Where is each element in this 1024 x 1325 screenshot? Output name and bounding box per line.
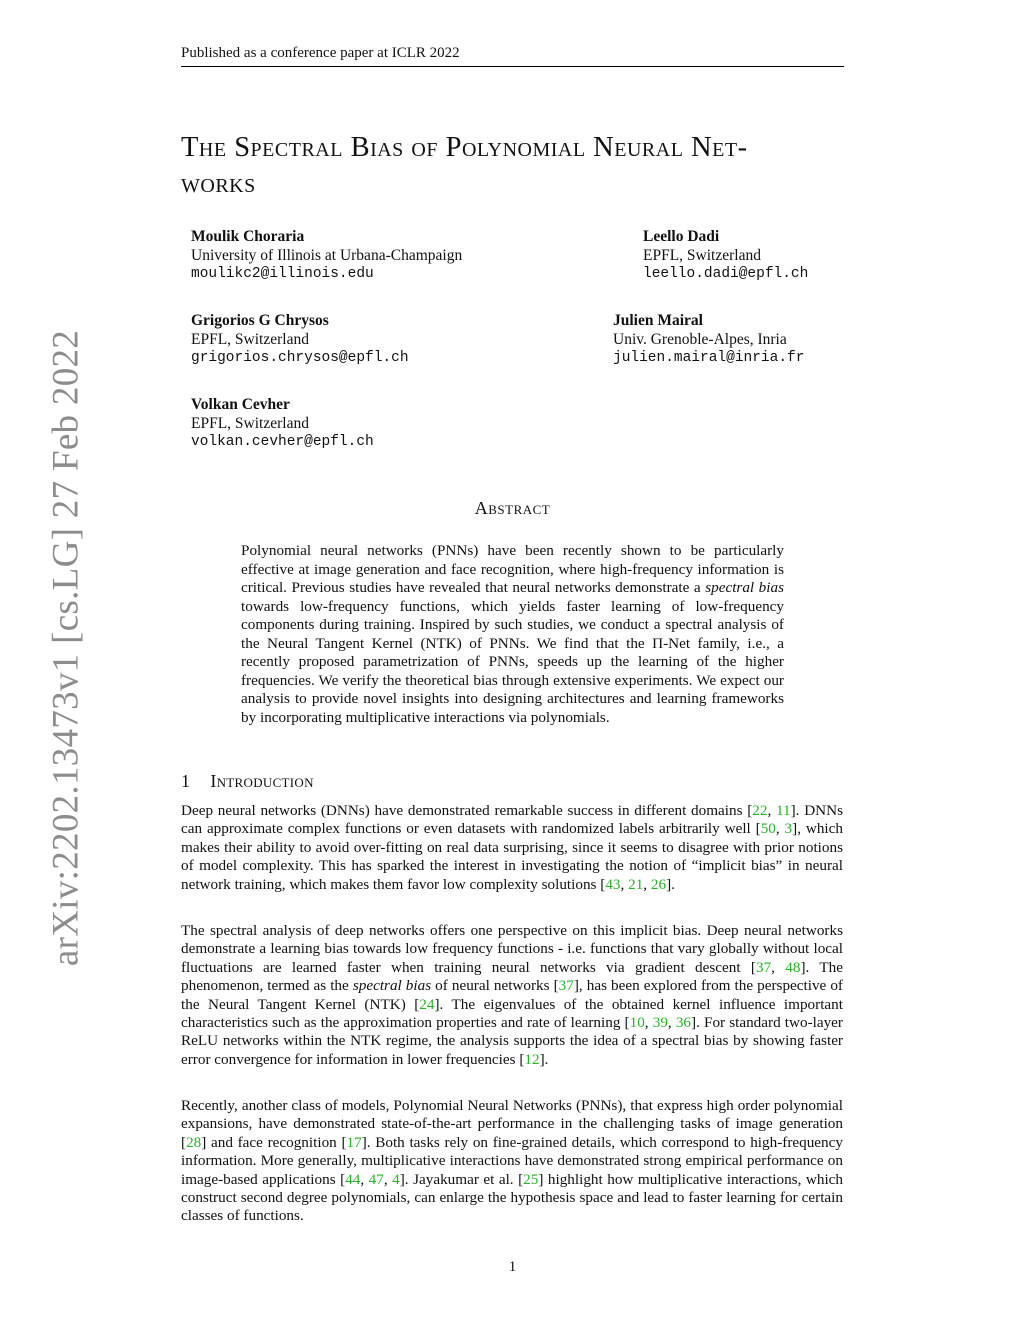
header-rule bbox=[181, 66, 844, 67]
paragraph-text: , bbox=[360, 1170, 369, 1188]
paragraph-text: , bbox=[644, 1014, 653, 1032]
paragraph-text: , bbox=[771, 958, 786, 976]
section-title: Introduction bbox=[210, 771, 314, 791]
author-name: Leello Dadi bbox=[643, 228, 720, 245]
title-line-1: The Spectral Bias of Polynomial Neural Net- bbox=[181, 132, 748, 163]
abstract-text: Polynomial neural networks (PNNs) have been recently shown to be particularly effective at image generation and face recognition, where high-frequency information is critical. Previous studies have revealed that neural networks demonstrate a bbox=[241, 542, 784, 596]
author-affiliation: Univ. Grenoble-Alpes, Inria bbox=[613, 330, 787, 348]
citation-link[interactable]: 3 bbox=[784, 820, 793, 838]
author-affiliation: EPFL, Switzerland bbox=[643, 246, 761, 264]
paragraph-text: , bbox=[667, 1014, 676, 1032]
paragraph-text: ]. The phenomenon, termed as the bbox=[181, 958, 844, 995]
citation-link[interactable]: 37 bbox=[558, 977, 574, 995]
paragraph-text: ] highlight how multiplicative interactions, which construct second degree polynomials, can enlarge the hypothesis space and lead to faster learning for certain classes of functions. bbox=[181, 1170, 843, 1225]
author-affiliation: EPFL, Switzerland bbox=[191, 414, 309, 432]
author-name: Volkan Cevher bbox=[191, 396, 290, 413]
citation-link[interactable]: 21 bbox=[628, 875, 644, 893]
section-number: 1 bbox=[181, 771, 191, 791]
author-name: Moulik Choraria bbox=[191, 228, 305, 245]
paragraph-text: ], has been explored from the perspective of the Neural Tangent Kernel (NTK) [ bbox=[181, 977, 843, 1013]
running-header: Published as a conference paper at ICLR 2022 bbox=[181, 45, 460, 61]
abstract-text: towards low-frequency functions, which yields faster learning of low-frequency components during training. Inspired by such studies, we conduct a spectral analysis of the Neural Tangent Kernel (NTK) of PNNs. We find that the Π-Net family, i.e., a recently proposed parametrization of PNNs, speeds up the learning of the higher frequencies. We verify the theoretical bias through extensive experiments. We expect our analysis to provide novel insights into designing architectures and learning frameworks by incorporating multiplicative interactions via polynomials. bbox=[241, 597, 784, 726]
paragraph-text: , bbox=[775, 820, 785, 838]
paragraph-text: ]. DNNs can approximate complex functions or even datasets with randomized labels arbitrarily well [ bbox=[181, 802, 844, 838]
citation-link[interactable]: 36 bbox=[675, 1014, 692, 1032]
paragraph-text: Deep neural networks (DNNs) have demonstrated remarkable success in different domains [ bbox=[181, 802, 753, 819]
abstract-emphasis: spectral bias bbox=[705, 579, 784, 596]
author-name: Grigorios G Chrysos bbox=[191, 312, 329, 329]
author-email[interactable]: julien.mairal@inria.fr bbox=[613, 350, 805, 366]
citation-link[interactable]: 12 bbox=[524, 1050, 540, 1068]
author-email[interactable]: leello.dadi@epfl.ch bbox=[643, 266, 809, 282]
citation-link[interactable]: 11 bbox=[775, 802, 791, 819]
author-block bbox=[613, 312, 804, 368]
paragraph bbox=[181, 922, 843, 1069]
author-affiliation: EPFL, Switzerland bbox=[191, 330, 309, 348]
citation-link[interactable]: 50 bbox=[760, 820, 776, 838]
abstract-body bbox=[241, 542, 784, 727]
paragraph-text: ] and face recognition [ bbox=[201, 1133, 347, 1151]
paragraph-text: of neural networks [ bbox=[431, 977, 559, 995]
author-email[interactable]: grigorios.chrysos@epfl.ch bbox=[191, 350, 409, 366]
citation-link[interactable]: 17 bbox=[346, 1133, 362, 1151]
paragraph-text: , bbox=[767, 802, 776, 819]
paragraph-text: , bbox=[383, 1170, 393, 1188]
citation-link[interactable]: 44 bbox=[345, 1170, 361, 1188]
abstract-heading: Abstract bbox=[474, 498, 551, 518]
paragraph-text: ]. Jayakumar et al. [ bbox=[399, 1170, 524, 1188]
citation-link[interactable]: 39 bbox=[652, 1014, 668, 1032]
paragraph-text: Recently, another class of models, Polynomial Neural Networks (PNNs), that express high order polynomial expansions, have demonstrated state-of-the-art performance in the challenging tasks of image generation [ bbox=[181, 1097, 843, 1151]
citation-link[interactable]: 26 bbox=[650, 875, 667, 893]
emphasis-text: spectral bias bbox=[352, 977, 432, 995]
paragraph bbox=[181, 802, 843, 894]
paragraph-text: ]. For standard two-layer ReLU networks within the NTK regime, the analysis supports the idea of a spectral bias by showing faster error convergence for information in lower frequencies [ bbox=[181, 1014, 843, 1068]
author-block bbox=[191, 396, 374, 452]
page-number: 1 bbox=[508, 1259, 517, 1275]
title-line-2: works bbox=[181, 168, 256, 199]
citation-link[interactable]: 25 bbox=[523, 1170, 539, 1188]
author-email[interactable]: moulikc2@illinois.edu bbox=[191, 266, 374, 282]
paper-title bbox=[181, 130, 851, 202]
paragraph-text: , bbox=[620, 875, 629, 893]
paragraph-text: The spectral analysis of deep networks offers one perspective on this implicit bias. Deep neural networks demonstrate a learning bias towards low frequency functions - i.e. functions that vary globally without local fluctuations are learned faster when training neural networks via gradient descent [ bbox=[181, 922, 843, 976]
citation-link[interactable]: 48 bbox=[785, 958, 801, 976]
paragraph-text: , bbox=[643, 875, 651, 893]
citation-link[interactable]: 10 bbox=[629, 1014, 645, 1032]
paragraph-text: ]. bbox=[539, 1050, 549, 1068]
author-affiliation: University of Illinois at Urbana-Champaign bbox=[191, 246, 463, 264]
arxiv-identifier-stamp: arXiv:2202.13473v1 [cs.LG] 27 Feb 2022 bbox=[45, 329, 87, 967]
section-heading bbox=[181, 771, 314, 792]
paragraph-text: ], which makes their ability to avoid over-fitting on real data surprising, since it seems to disagree with prior notions of model complexity. This has sparked the interest in investigating the notion of “implicit bias” in neural network training, which makes them favor low complexity solutions [ bbox=[181, 820, 843, 893]
author-block bbox=[191, 312, 409, 368]
citation-link[interactable]: 28 bbox=[186, 1133, 202, 1151]
paragraph bbox=[181, 1097, 843, 1226]
citation-link[interactable]: 47 bbox=[368, 1170, 384, 1188]
author-block bbox=[643, 228, 808, 284]
paragraph-text: ]. Both tasks rely on fine-grained details, which correspond to high-frequency information. More generally, multiplicative interactions have demonstrated strong empirical performance on image-based applications [ bbox=[181, 1133, 843, 1188]
author-name: Julien Mairal bbox=[613, 312, 703, 329]
paragraph-text: ]. The eigenvalues of the obtained kernel influence important characteristics such as the approximation properties and rate of learning [ bbox=[181, 995, 843, 1032]
author-block bbox=[191, 228, 462, 284]
citation-link[interactable]: 24 bbox=[419, 995, 435, 1013]
citation-link[interactable]: 37 bbox=[755, 958, 772, 976]
citation-link[interactable]: 4 bbox=[392, 1170, 400, 1188]
citation-link[interactable]: 22 bbox=[752, 802, 768, 819]
paragraph-text: ]. bbox=[666, 875, 675, 893]
author-email[interactable]: volkan.cevher@epfl.ch bbox=[191, 434, 374, 450]
citation-link[interactable]: 43 bbox=[605, 875, 621, 893]
